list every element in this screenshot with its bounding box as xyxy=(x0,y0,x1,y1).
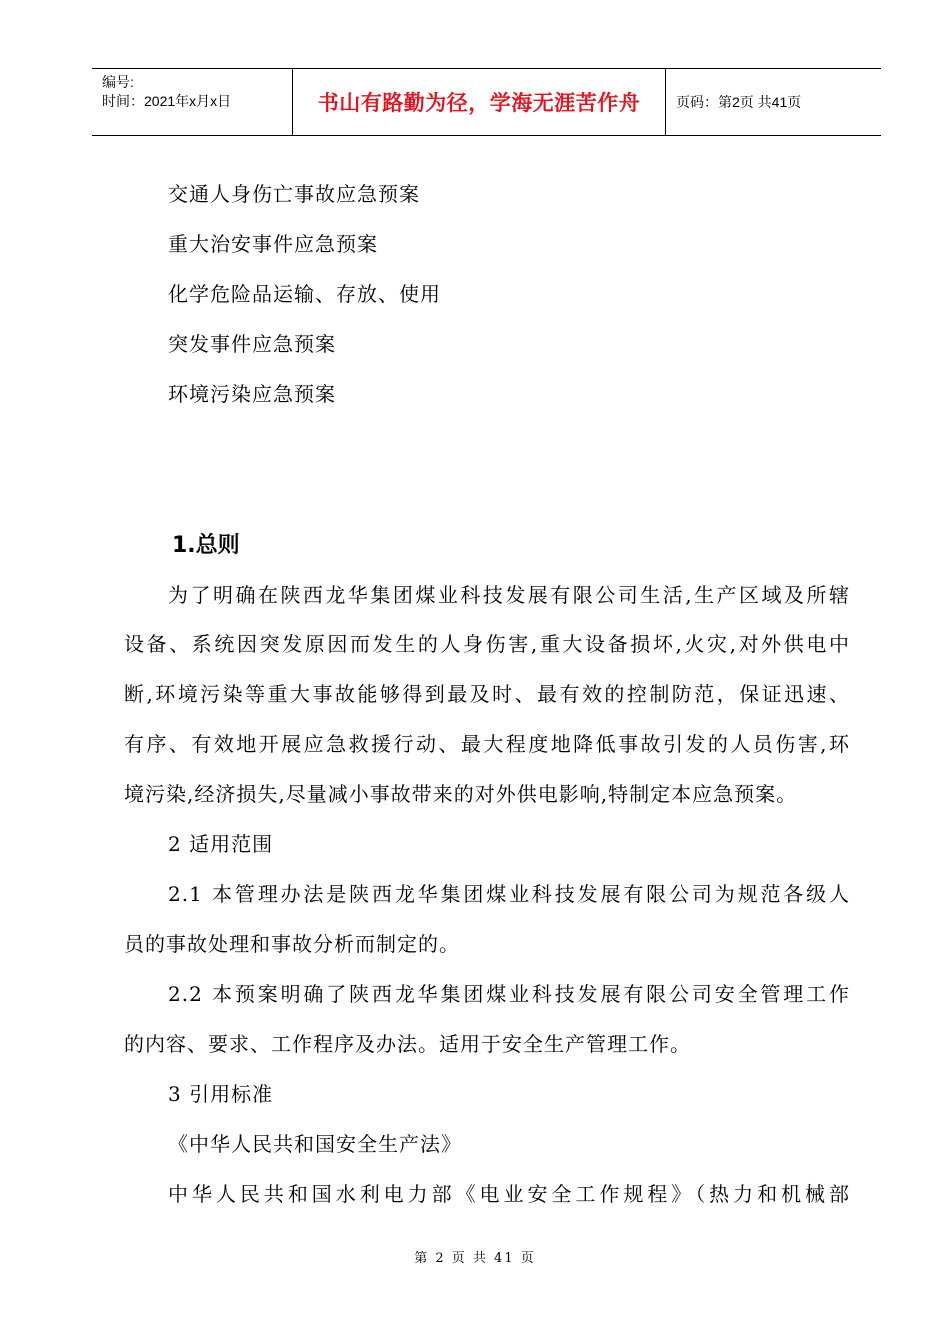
header-motto-cell xyxy=(293,69,666,135)
plan-list-item: 交通人身伤亡事故应急预案 xyxy=(168,182,420,206)
reference-item: 中华人民共和国水利电力部《电业安全工作规程》（热力和机械部 xyxy=(168,1182,850,1206)
page-header xyxy=(92,68,881,136)
header-page-info-cell xyxy=(666,69,881,135)
section-2-2-line: 的内容、要求、工作程序及办法。适用于安全生产管理工作。 xyxy=(124,1032,691,1056)
section-2-title: 2 适用范围 xyxy=(168,832,274,856)
section-2-2-line: 2.2 本预案明确了陕西龙华集团煤业科技发展有限公司安全管理工作 xyxy=(168,982,850,1006)
section-1-text-line: 境污染,经济损失,尽量减小事故带来的对外供电影响,特制定本应急预案。 xyxy=(124,782,798,806)
section-3-title: 3 引用标准 xyxy=(168,1082,274,1106)
header-page-info: 页码：第2页 共41页 xyxy=(676,94,802,110)
plan-list-item: 突发事件应急预案 xyxy=(168,332,336,356)
plan-list-item: 环境污染应急预案 xyxy=(168,382,336,406)
page-footer: 第 2 页 共 41 页 xyxy=(414,1251,536,1266)
section-1-text-line: 断,环境污染等重大事故能够得到最及时、最有效的控制防范，保证迅速、 xyxy=(124,682,850,706)
section-1-title: 1.总则 xyxy=(172,533,240,558)
section-1-text-line: 设备、系统因突发原因而发生的人身伤害,重大设备损坏,火灾,对外供电中 xyxy=(124,632,850,656)
reference-item: 《中华人民共和国安全生产法》 xyxy=(168,1132,462,1156)
header-motto: 书山有路勤为径，学海无涯苦作舟 xyxy=(317,91,641,115)
plan-list-item: 重大治安事件应急预案 xyxy=(168,232,378,256)
plan-list-item: 化学危险品运输、存放、使用 xyxy=(168,282,441,306)
section-2-1-line: 2.1 本管理办法是陕西龙华集团煤业科技发展有限公司为规范各级人 xyxy=(168,882,850,906)
section-1-text-line: 有序、有效地开展应急救援行动、最大程度地降低事故引发的人员伤害,环 xyxy=(124,732,850,756)
doc-time-label: 时间：2021年x月x日 xyxy=(102,93,232,109)
header-meta xyxy=(92,69,293,135)
section-2-1-line: 员的事故处理和事故分析而制定的。 xyxy=(124,932,460,956)
doc-number-label: 编号: xyxy=(102,74,134,90)
section-1-text-line: 为了明确在陕西龙华集团煤业科技发展有限公司生活,生产区域及所辖 xyxy=(168,583,850,607)
